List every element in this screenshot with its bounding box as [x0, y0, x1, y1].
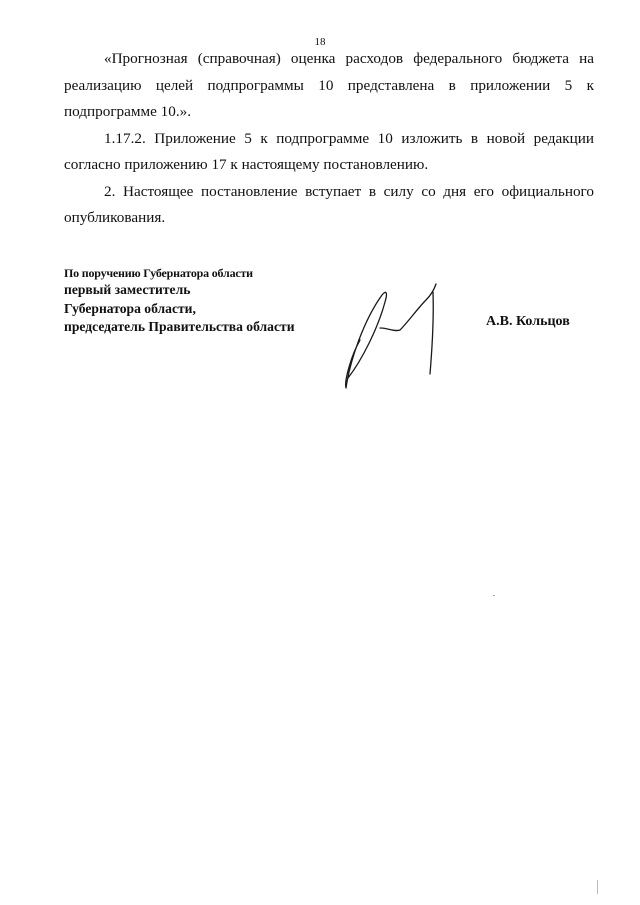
document-body: [64, 46, 594, 232]
signature-position-line-3: председатель Правительства области: [64, 319, 295, 334]
signature-position-line-1: первый заместитель: [64, 282, 191, 297]
signature-block: [64, 265, 295, 337]
signatory-name: А.В. Кольцов: [486, 314, 570, 329]
page-number: 18: [314, 36, 326, 48]
scan-edge-mark: [597, 880, 598, 894]
paragraph-2-entry-into-force: 2. Настоящее постановление вступает в силу со дня его официального опубликования.: [64, 182, 594, 226]
scan-speck: [493, 595, 495, 596]
paragraph-forecast-estimate: «Прогнозная (справочная) оценка расходов федерального бюджета на реализацию целей подпрограммы 10 представлена в приложении 5 к подпрограмме 10.».: [64, 50, 594, 120]
handwritten-signature: [338, 270, 468, 400]
paragraph-1-17-2: 1.17.2. Приложение 5 к подпрограмме 10 изложить в новой редакции согласно приложению 17 к настоящему постановлению.: [64, 129, 594, 173]
signature-position-line-2: Губернатора области,: [64, 300, 196, 316]
signature-by-order: По поручению Губернатора области: [64, 266, 253, 280]
